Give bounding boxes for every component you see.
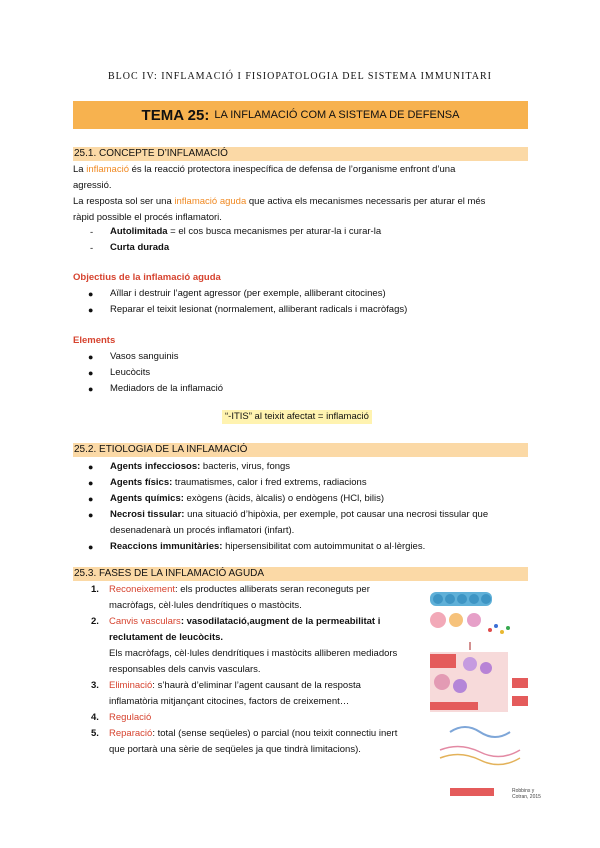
list-item-element: Vasos sanguinis [110,351,179,362]
text: Agents físics: [110,477,173,488]
bullet: ● [88,462,94,472]
fase-canvis-vasculars-cont: reclutament de leucòcits. [109,632,224,643]
list-item-etiologia [110,475,367,491]
bullet: ● [88,352,94,362]
inflammation-phases-figure [430,582,541,812]
text: Necrosi tissular: [110,509,185,520]
bloc-title: BLOC IV: INFLAMACIÓ I FISIOPATOLOGIA DEL SISTEMA IMMUNITARI [107,71,493,82]
bullet: ● [88,494,94,504]
list-item-objectiu: Reparar el teixit lesionat (normalement, alliberant radicals i macròfags) [110,304,408,315]
list-number: 4. [91,712,99,723]
fase-canvis-vasculars-detall: Els macròfags, cèl·lules dendrítiques i mastòcits alliberen mediadors [109,648,398,659]
text: Autolimitada [110,226,168,237]
text: La [73,164,87,175]
term-inflamacio-aguda: inflamació aguda [174,196,247,207]
term-inflamacio: inflamació [86,164,129,175]
fase-eliminacio [109,678,420,694]
list-item-element: Leucòcits [110,367,151,378]
text: que activa els mecanismes necessaris per aturar el més [246,196,486,207]
text: Eliminació [109,680,153,691]
bullet: ● [88,542,94,552]
fase-reparacio-cont: que portarà una sèrie de seqüeles ja que tindrà limitacions). [109,744,361,755]
text: Reconeixement [109,584,176,595]
section-heading-fases: 25.3. FASES DE LA INFLAMACIÓ AGUDA [73,567,528,581]
text: traumatismes, calor i fred extrems, radiacions [172,477,367,488]
text: Reaccions immunitàries: [110,541,223,552]
text: Agents químics: [110,493,184,504]
section-heading-etiologia: 25.2. ETIOLOGIA DE LA INFLAMACIÓ [73,443,528,457]
text: Reparació [109,728,153,739]
fase-reconeixement [109,582,420,598]
section-heading-concepte: 25.1. CONCEPTE D’INFLAMACIÓ [73,147,528,161]
bullet: ● [88,368,94,378]
bullet: ● [88,478,94,488]
text: exògens (àcids, àlcalis) o endògens (HCl, bilis) [183,493,385,504]
text: una situació d’hipòxia, per exemple, pot causar una necrosi tissular que [184,509,489,520]
fase-reconeixement-cont: macròfags, cèl·lules dendrítiques o mastòcits. [109,600,302,611]
text: : els productes alliberats seran reconeguts per [175,584,370,595]
list-number: 2. [91,616,99,627]
dash-marker: - [90,227,94,238]
highlight-itis: “-ITIS” al teixit afectat = inflamació [222,410,372,424]
list-number: 1. [91,584,99,595]
bullet: ● [88,289,94,299]
list-number: 3. [91,680,99,691]
dash-item-curta: Curta durada [110,242,170,253]
subheading-elements: Elements [73,335,116,346]
list-item-etiologia-cont: desenadenarà un procés inflamatori (infart). [110,525,295,536]
list-item-objectiu: Aïllar i destruir l’agent agressor (per exemple, alliberant citocines) [110,288,386,299]
figure-credit: Robbins y Cotran, 2015 [512,788,541,800]
dash-marker: - [90,243,94,254]
fase-eliminacio-cont: inflamatòria mitjançant citocines, factors de creixement… [109,696,350,707]
fase-canvis-vasculars [109,614,420,630]
list-item-etiologia [110,507,528,523]
paragraph-definicio [73,162,528,178]
text: = el cos busca mecanismes per aturar-la i curar-la [167,226,382,237]
tema-banner [73,101,528,129]
fase-reparacio [109,726,397,742]
bullet: ● [88,384,94,394]
list-item-etiologia [110,539,425,555]
tema-title: LA INFLAMACIÓ COM A SISTEMA DE DEFENSA [214,109,460,121]
text: és la reacció protectora inespecífica de defensa de l’organisme enfront d’una [129,164,456,175]
paragraph-definicio-cont: agressió. [73,180,112,191]
paragraph-resposta [73,194,528,210]
paragraph-resposta-cont: ràpid possible el procés inflamatori. [73,212,222,223]
text: Agents infecciosos: [110,461,201,472]
list-number: 5. [91,728,99,739]
bullet: ● [88,510,94,520]
text: : vasodilatació,augment de la permeabilitat i [180,616,381,627]
text: Canvis vasculars [109,616,181,627]
text: bacteris, virus, fongs [200,461,291,472]
tema-number: TEMA 25: [141,106,210,124]
list-item-element: Mediadors de la inflamació [110,383,224,394]
list-item-etiologia [110,491,384,507]
dash-item-autolimitada [110,224,381,240]
text: La resposta sol ser una [73,196,175,207]
inflammation-illustration [430,582,530,812]
bullet: ● [88,305,94,315]
text: hipersensibilitat com autoimmunitat o al·lèrgies. [222,541,426,552]
text: : s’haurà d’eliminar l’agent causant de la resposta [152,680,361,691]
fase-regulacio: Regulació [109,712,152,723]
fase-canvis-vasculars-detall2: responsables dels canvis vasculars. [109,664,261,675]
list-item-etiologia [110,459,290,475]
subheading-objectius: Objectius de la inflamació aguda [73,272,221,283]
text: : total (sense seqüeles) o parcial (nou teixit connectiu inert [152,728,398,739]
